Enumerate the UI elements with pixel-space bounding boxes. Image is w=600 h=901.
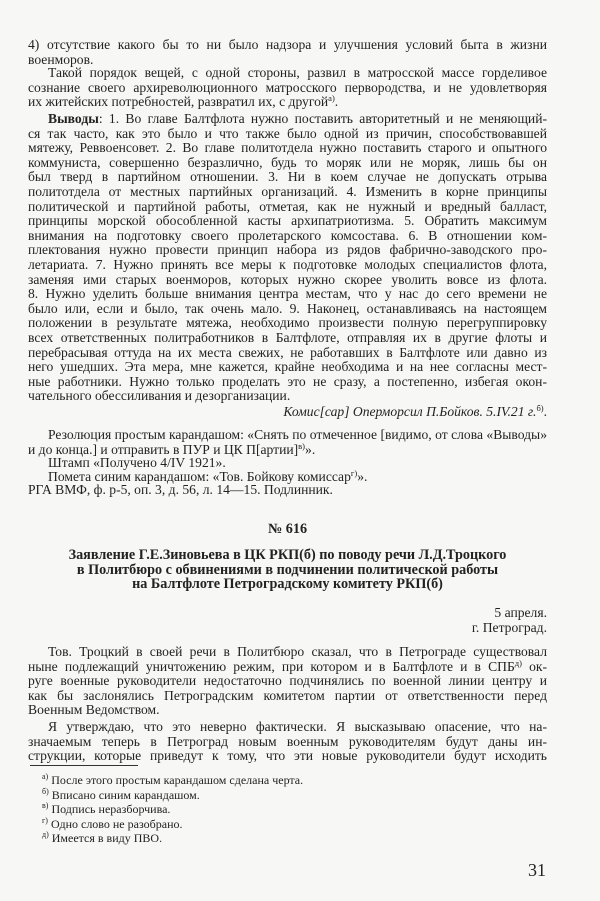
text-line <box>28 112 547 127</box>
text-line <box>28 660 547 675</box>
text-line: военморов. <box>28 51 94 67</box>
footnote-marker: б) <box>42 786 49 796</box>
document-number <box>28 522 547 537</box>
footnote-marker: д) <box>514 659 522 668</box>
footnote-divider <box>30 765 138 766</box>
paragraph-trotsky-speech <box>28 645 547 718</box>
resolution-note <box>28 428 547 457</box>
text-line: летариата. 7. Нужно принять все меры к подготовке молодых специалистов флота, <box>28 257 547 272</box>
footnote-marker: д) <box>42 830 49 839</box>
text-line <box>42 831 522 846</box>
bold-label: Выводы <box>48 112 99 126</box>
footnote-marker: г) <box>350 468 358 478</box>
text-line: коммуниста, совершенно безразлично, будь то моряк или не моряк, лишь бы он <box>28 155 547 170</box>
text-line: политической и партийной работы, отметая, как не нужный и вредный балласт, <box>28 199 547 214</box>
page-number: 31 <box>528 860 546 880</box>
paragraph-consequence <box>28 66 547 110</box>
text-line: Я утверждаю, что это неверно фактически. Я высказываю опасение, что на- <box>48 720 547 734</box>
text-line: Военным Ведомством. <box>28 702 160 718</box>
footnote-marker: б) <box>536 403 544 413</box>
text-line <box>28 405 547 420</box>
archive-reference <box>28 483 547 498</box>
footnote-marker: в) <box>298 440 306 451</box>
text-line: сознание своего архиреволюционного матросского первородства, и не удовлетворяя <box>28 80 547 95</box>
text-span: После этого простым карандашом сделана черта. <box>48 773 304 787</box>
footnote-marker: а) <box>42 772 49 781</box>
text-line: значаемым теперь в Петроград новым военным руководителям будут даны ин- <box>28 734 547 749</box>
footnote-marker: а) <box>328 93 335 104</box>
text-line: был тверд в партийном отношении. 3. Ни в коем случае не допускать отрыва <box>28 170 547 185</box>
text-line: № 616 <box>267 521 308 537</box>
text-span: Имеется в виду ПВО. <box>48 831 163 845</box>
text-span: ок- <box>521 659 547 674</box>
text-span: ». <box>357 469 368 484</box>
text-span: ». <box>305 441 316 457</box>
text-span: Одно слово не разобрано. <box>47 816 183 831</box>
dateline <box>28 606 547 635</box>
text-span: . <box>543 404 547 419</box>
footnote-marker: в) <box>42 801 49 810</box>
paragraph-statement <box>28 720 547 764</box>
text-line: было или, если и было, так очень мало. 9. Наконец, останавливаясь на настоящем <box>28 301 547 316</box>
text-span: Помета синим карандашом: «Тов. Бойкову комиссар <box>48 469 351 484</box>
text-line: Тов. Троцкий в своей речи в Политбюро сказал, что в Петрограде существовал <box>48 645 547 659</box>
footnote-marker: г) <box>42 815 48 825</box>
text-span: Подпись неразборчива. <box>48 802 171 816</box>
text-span: : 1. Во главе Балтфлота нужно поставить авторитетный и не меняющий- <box>98 112 547 126</box>
text-line <box>42 802 522 817</box>
text-line: заменяя ими старых военморов, которых нужно скорее уволить вовсе из флота. <box>28 272 547 287</box>
text-line <box>42 773 522 788</box>
text-span: и до конца.] и отправить в ПУР и ЦК П[артии] <box>28 441 299 457</box>
text-span: Вписано синим карандашом. <box>48 787 200 802</box>
text-line: политотдела от местных партийных организаций. 4. Изменить в корне принципы <box>28 184 547 199</box>
text-line: г. Петроград. <box>471 619 547 635</box>
text-line: мятежу, Реввоенсовет. 2. Во главе политотдела нужно поставить старого и опытного <box>28 141 547 156</box>
signature <box>28 405 547 420</box>
text-line: как бы заслонялись Петроградским комитетом партии от ответственности перед <box>28 688 547 703</box>
text-line: ся так часто, как это было и что также было одной из причин, способствовавшей <box>28 126 547 141</box>
document-title <box>28 548 547 592</box>
text-line: 4) отсутствие какого бы то ни было надзора и улучшения условий быта в жизни <box>28 38 547 52</box>
text-line: всех ответственных политработников в Балтфлоте, отправляя их в другие флоты и <box>28 330 547 345</box>
text-line: перебрасывая оттуда на их места свежих, не работавших в Балтфлоте или давно из <box>28 345 547 360</box>
text-line: 5 апреля. <box>494 605 547 620</box>
text-line <box>42 788 522 803</box>
text-line: плектования нужно провести принцип набора из рядов фабрично-заводского про- <box>28 243 547 258</box>
text-line: РГА ВМФ, ф. р-5, оп. 3, д. 56, л. 14—15. Подлинник. <box>28 482 333 497</box>
text-line: него ушедших. Эта мера, мне кажется, крайне необходима и на нее согласны мест- <box>28 360 547 375</box>
text-line: принципы морской обособленной касты архипатриотизма. 5. Обратить максимум <box>28 214 547 229</box>
text-line: положении в результате мятежа, необходимо произвести полную перегруппировку <box>28 316 547 331</box>
text-line: Такой порядок вещей, с одной стороны, развил в матросской массе горделивое <box>48 66 547 80</box>
text-span: ныне подлежащий уничтожению режим, при котором и в Балтфлоте и в СПБ <box>28 659 515 674</box>
text-line: на Балтфлоте Петроградскому комитету РКП(б) <box>132 576 443 593</box>
text-line: руге военные руководители недостаточно подчинялись по военной линии центру и <box>28 674 547 689</box>
text-line: в Политбюро с обвинениями в подчинении политической работы <box>76 561 499 578</box>
text-line <box>42 817 522 832</box>
text-line <box>28 95 547 110</box>
text-span: . <box>334 94 339 110</box>
italic-text: Комис[сар] Оперморсил П.Бойков. 5.IV.21 г. <box>283 404 537 419</box>
text-line: струкции, которые приведут к тому, что эти новые руководители будут исходить <box>28 749 547 764</box>
paragraph-conclusions <box>28 112 547 404</box>
text-line: Резолюция простым карандашом: «Снять по отмеченное [видимо, от слова «Выводы» <box>48 428 547 442</box>
footnotes <box>42 773 522 846</box>
text-line: Штамп «Получено 4/IV 1921». <box>48 455 226 470</box>
text-line: ные работники. Нужно только проделать это не сразу, а постепенно, избегая окон- <box>28 374 547 389</box>
text-line: 8. Нужно уделить больше внимания центра местам, что у нас до сего времени не <box>28 287 547 302</box>
text-line: чательного обессиливания и дезорганизации. <box>28 388 291 404</box>
paragraph-item-4 <box>28 38 547 67</box>
text-line: Заявление Г.Е.Зиновьева в ЦК РКП(б) по поводу речи Л.Д.Троцкого <box>68 547 507 563</box>
text-line: внимания на подготовку своего пролетарского комсостава. 6. В отношении ком- <box>28 228 547 243</box>
text-span: их житейских потребностей, развратил их, с другой <box>28 94 329 110</box>
